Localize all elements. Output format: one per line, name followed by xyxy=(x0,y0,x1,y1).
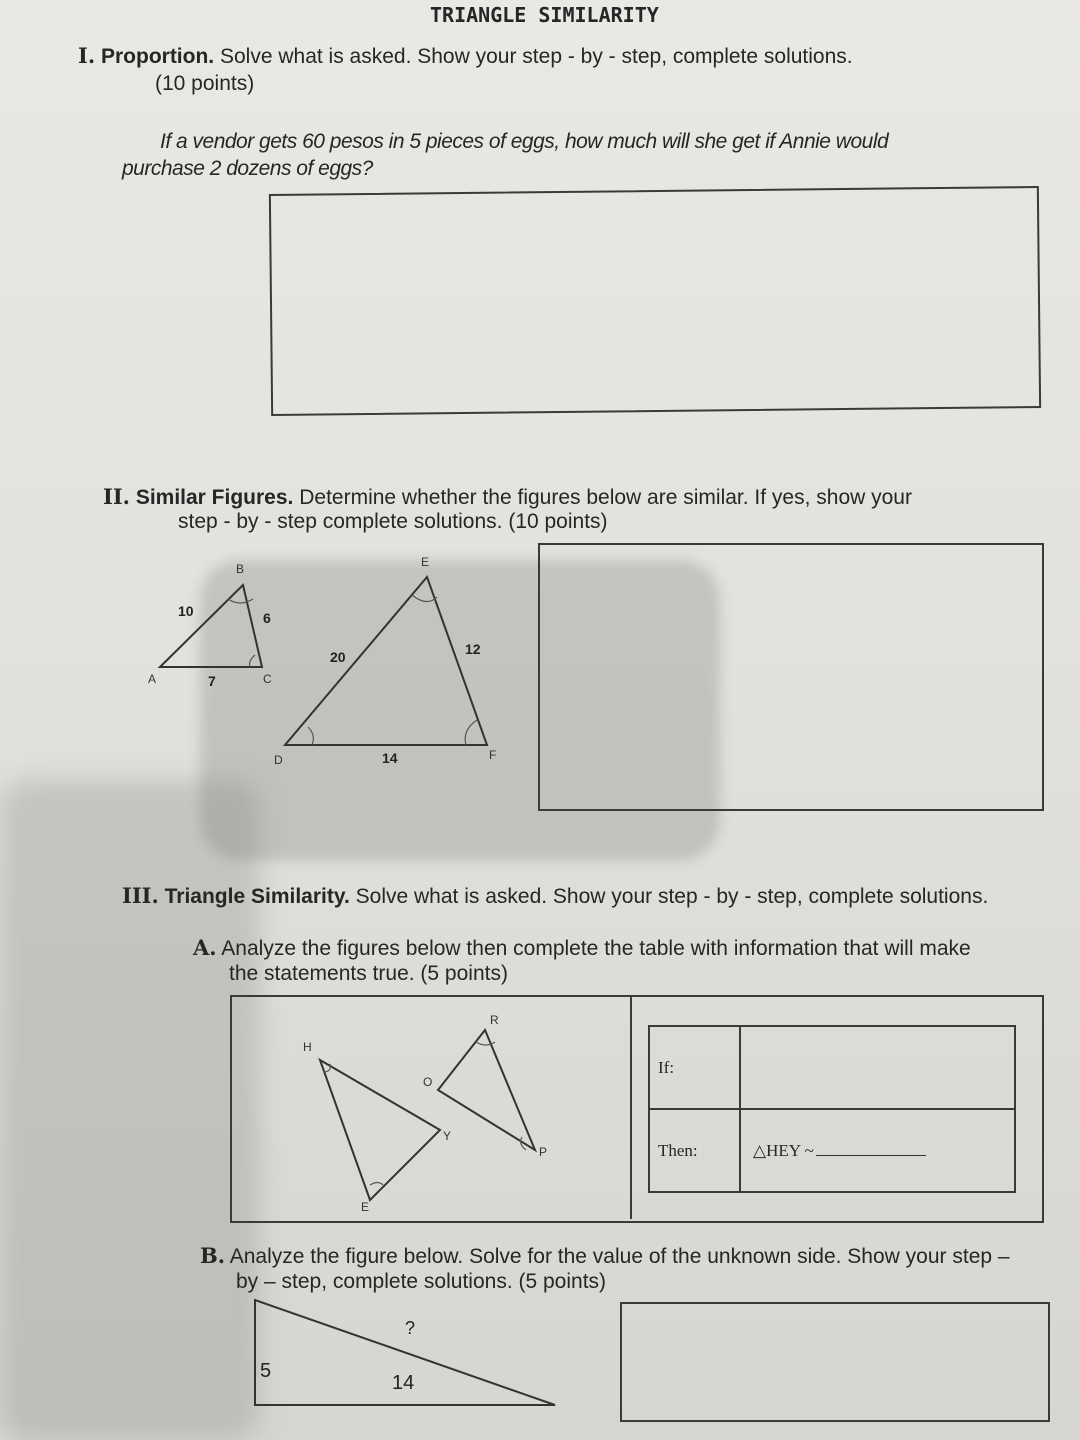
worksheet-title: TRIANGLE SIMILARITY xyxy=(430,3,659,27)
similarity-table xyxy=(648,1025,1016,1193)
part1-instruction: Solve what is asked. Show your step - by - step, complete solutions. xyxy=(219,45,853,68)
angle-mark-r xyxy=(476,1042,495,1045)
table-then-answer[interactable] xyxy=(740,1109,1015,1192)
angle-mark-c xyxy=(250,655,255,667)
part2-heading xyxy=(103,483,1003,511)
table-if-answer[interactable] xyxy=(740,1026,1015,1109)
part3b-line2: by – step, complete solutions. (5 points) xyxy=(236,1270,607,1293)
angle-mark-d xyxy=(308,727,313,745)
part3a-divider xyxy=(630,997,632,1219)
part3b-letter: B. xyxy=(200,1243,226,1268)
then-statement: △HEY ~ xyxy=(753,1140,814,1160)
part2-title: Similar Figures. xyxy=(135,486,294,509)
side-ac: 7 xyxy=(208,673,216,689)
vertex-d: D xyxy=(274,753,283,767)
leg-horizontal-label: 14 xyxy=(392,1372,415,1394)
part1-heading xyxy=(78,42,978,70)
part3b-line1: Analyze the figure below. Solve for the value of the unknown side. Show your step – xyxy=(229,1245,1010,1268)
part3a-triangles-figure xyxy=(290,1010,570,1210)
vertex-a: A xyxy=(148,672,157,686)
side-bc: 6 xyxy=(263,610,271,626)
part3-heading xyxy=(122,882,1062,910)
side-de: 20 xyxy=(330,649,346,665)
vertex-c: C xyxy=(263,672,272,686)
table-if-label: If: xyxy=(649,1026,740,1109)
part3-numeral: III. xyxy=(122,883,159,908)
vertex-e: E xyxy=(421,555,430,569)
side-ef: 12 xyxy=(465,641,481,657)
part1-problem-line2: purchase 2 dozens of eggs? xyxy=(122,157,373,180)
vertex-y: Y xyxy=(443,1129,452,1143)
part2-triangles-figure xyxy=(140,555,530,785)
part1-numeral: I. xyxy=(78,43,96,68)
vertex-b: B xyxy=(236,562,245,576)
part3a-line1: Analyze the figures below then complete the table with information that will make xyxy=(221,937,971,960)
part2-numeral: II. xyxy=(103,484,130,509)
part1-title: Proportion. xyxy=(100,45,215,68)
part3-instruction: Solve what is asked. Show your step - by - step, complete solutions. xyxy=(355,885,989,908)
angle-mark-e2 xyxy=(370,1183,383,1186)
vertex-e-lower: E xyxy=(361,1200,370,1214)
part3b-answer-box[interactable] xyxy=(620,1302,1050,1422)
part3-title: Triangle Similarity. xyxy=(164,885,350,908)
right-triangle-figure xyxy=(245,1290,565,1415)
triangle-abc xyxy=(160,585,262,667)
triangle-def xyxy=(285,577,487,745)
triangle-hey xyxy=(320,1060,440,1200)
part1-problem-line1: If a vendor gets 60 pesos in 5 pieces of eggs, how much will she get if Annie would xyxy=(160,130,889,153)
part2-instruction-line2: step - by - step complete solutions. (10 points) xyxy=(178,510,608,533)
vertex-f: F xyxy=(489,748,497,762)
part3b-heading xyxy=(200,1242,1060,1270)
leg-vertical-label: 5 xyxy=(260,1360,272,1382)
vertex-p: P xyxy=(539,1145,548,1159)
angle-mark-f xyxy=(465,720,477,745)
hypotenuse-label: ? xyxy=(405,1318,416,1338)
triangle-rop xyxy=(438,1030,535,1150)
vertex-h: H xyxy=(303,1040,312,1054)
part2-answer-box[interactable] xyxy=(538,543,1044,811)
vertex-r: R xyxy=(490,1013,499,1027)
part3a-line2: the statements true. (5 points) xyxy=(229,962,508,985)
photo-shadow-lower xyxy=(0,780,260,1440)
part3a-heading xyxy=(193,934,1053,962)
side-ab: 10 xyxy=(178,603,194,619)
table-then-label: Then: xyxy=(649,1109,740,1192)
part2-instruction-line1: Determine whether the figures below are similar. If yes, show your xyxy=(299,486,912,509)
angle-mark-b xyxy=(228,599,253,603)
vertex-o: O xyxy=(423,1075,433,1089)
then-blank-line[interactable] xyxy=(816,1155,926,1156)
part3a-letter: A. xyxy=(193,935,217,960)
part1-points: (10 points) xyxy=(155,72,255,95)
side-df: 14 xyxy=(382,750,398,766)
part1-answer-box[interactable] xyxy=(269,186,1041,416)
